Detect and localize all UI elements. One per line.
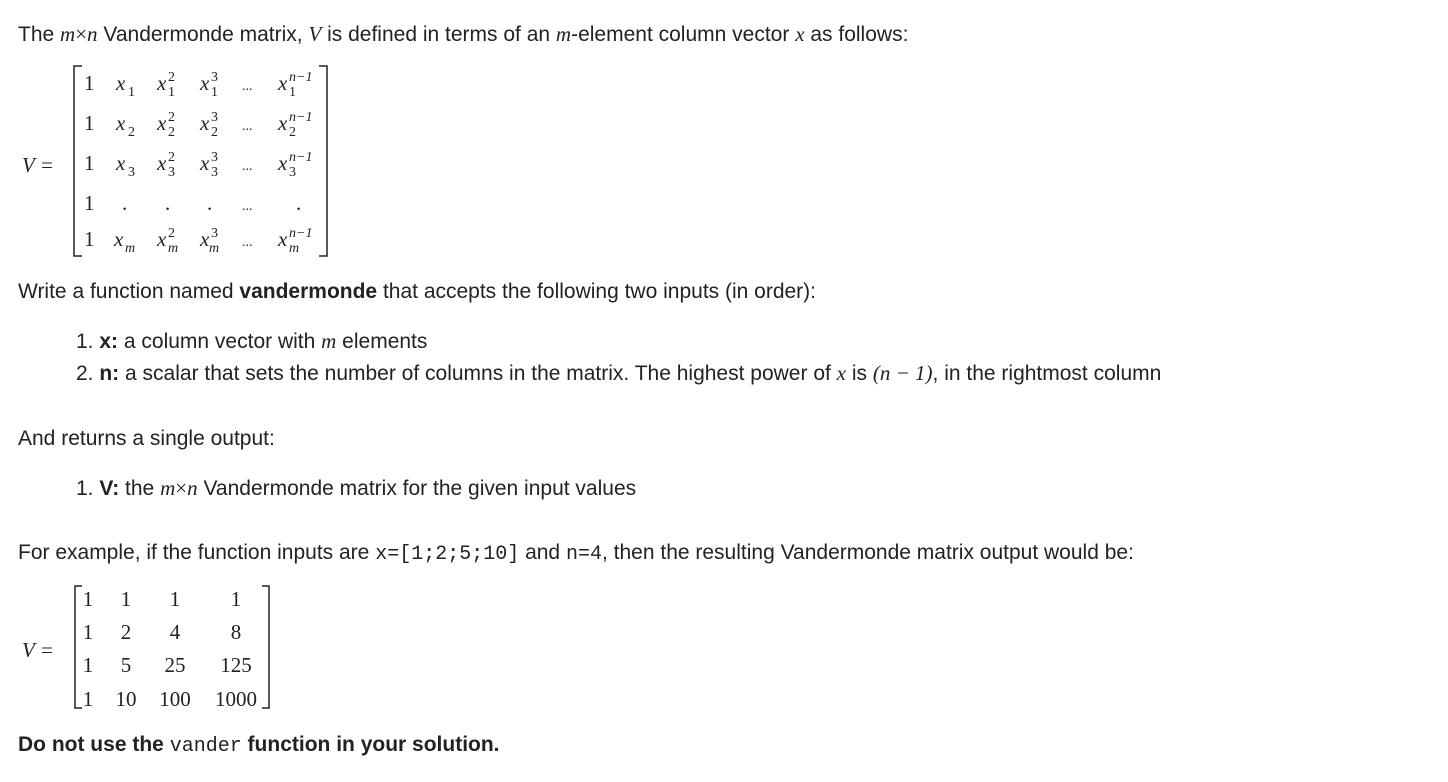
svg-text:1: 1	[84, 227, 95, 251]
var-m2: m	[555, 22, 572, 46]
svg-text:m: m	[125, 241, 136, 256]
warning-line	[18, 732, 500, 760]
write-post: that accepts the following two inputs (in order):	[382, 280, 817, 303]
matrix-row-1	[84, 70, 312, 100]
svg-text:1: 1	[82, 687, 94, 711]
code-x: x=[1;2;5;10]	[375, 543, 520, 566]
example-and: and	[525, 541, 561, 564]
code-n: n=4	[565, 543, 602, 566]
left-bracket	[75, 586, 82, 708]
var-x: x	[836, 361, 846, 385]
svg-text:x: x	[200, 151, 210, 175]
input-item-2	[76, 360, 1161, 387]
svg-text:.: .	[165, 191, 171, 215]
svg-text:.: .	[207, 191, 213, 215]
input-text: a scalar that sets the number of columns in the matrix. The highest power of	[125, 362, 831, 385]
times-symbol: ×	[175, 476, 188, 500]
svg-text:5: 5	[120, 653, 132, 677]
svg-text:...: ...	[242, 199, 253, 214]
svg-text:m: m	[289, 241, 300, 256]
intro-lead: The	[18, 23, 55, 46]
svg-text:2: 2	[211, 125, 218, 140]
matrix-row-4	[84, 191, 301, 215]
matrix-row-3	[84, 150, 312, 180]
svg-text:3: 3	[211, 150, 218, 165]
example-matrix-lhs: V =	[22, 638, 54, 662]
var-m: m	[321, 329, 337, 353]
write-line	[18, 279, 816, 305]
list-number: 1.	[76, 330, 94, 353]
svg-text:...: ...	[242, 79, 253, 94]
svg-text:25: 25	[164, 653, 186, 677]
svg-text:1: 1	[211, 85, 218, 100]
svg-text:1000: 1000	[215, 687, 257, 711]
svg-text:1: 1	[82, 587, 94, 611]
svg-text:x: x	[278, 71, 288, 95]
svg-text:2: 2	[289, 125, 296, 140]
svg-text:.: .	[296, 191, 302, 215]
svg-text:n−1: n−1	[289, 150, 313, 165]
svg-text:n−1: n−1	[289, 110, 313, 125]
list-number: 1.	[76, 477, 94, 500]
general-matrix	[0, 60, 360, 265]
svg-text:1: 1	[120, 587, 132, 611]
svg-text:4: 4	[169, 620, 181, 644]
matrix-row-2	[84, 110, 312, 140]
output-key: V:	[99, 477, 120, 500]
matrix-lhs: V =	[22, 153, 54, 177]
svg-text:m: m	[168, 241, 179, 256]
var-n: n	[187, 476, 198, 500]
example-line	[18, 540, 1134, 568]
svg-text:...: ...	[242, 119, 253, 134]
svg-text:x: x	[200, 111, 210, 135]
intro-text2: is defined in terms of an	[327, 23, 551, 46]
right-bracket	[262, 586, 269, 708]
input-tail: elements	[342, 330, 428, 353]
svg-text:2: 2	[168, 110, 175, 125]
svg-text:2: 2	[168, 226, 175, 241]
output-text: the	[125, 477, 155, 500]
intro-line	[18, 21, 908, 48]
intro-mid: Vandermonde matrix,	[103, 23, 303, 46]
warning-post: function in your solution.	[247, 733, 500, 756]
right-bracket	[319, 66, 327, 256]
svg-text:1: 1	[289, 85, 296, 100]
svg-text:1: 1	[82, 620, 94, 644]
svg-text:x: x	[116, 111, 126, 135]
svg-text:x: x	[116, 151, 126, 175]
input-mid: is	[851, 362, 868, 385]
svg-text:x: x	[157, 71, 167, 95]
intro-text4: as follows:	[810, 23, 909, 46]
svg-text:3: 3	[289, 165, 296, 180]
svg-text:2: 2	[168, 70, 175, 85]
example-post: , then the resulting Vandermonde matrix output would be:	[601, 541, 1134, 564]
svg-text:1: 1	[169, 587, 181, 611]
var-m: m	[160, 476, 176, 500]
svg-text:2: 2	[168, 150, 175, 165]
example-row-3	[83, 653, 252, 677]
svg-text:x: x	[200, 71, 210, 95]
svg-text:x: x	[157, 151, 167, 175]
left-bracket	[74, 66, 82, 256]
svg-text:2: 2	[128, 125, 135, 140]
code-vander: vander	[169, 735, 242, 758]
example-row-4	[83, 687, 257, 711]
svg-text:10: 10	[115, 687, 137, 711]
input-item-1	[76, 328, 427, 355]
svg-text:.: .	[122, 191, 128, 215]
intro-text3: -element column vector	[571, 23, 790, 46]
var-x: x	[795, 22, 805, 46]
svg-text:n−1: n−1	[289, 226, 313, 241]
example-matrix	[0, 580, 300, 715]
svg-text:1: 1	[84, 71, 95, 95]
svg-text:x: x	[157, 227, 167, 251]
input-text: a column vector with	[123, 330, 316, 353]
write-pre: Write a function named	[18, 280, 234, 303]
svg-text:1: 1	[84, 111, 95, 135]
svg-text:2: 2	[120, 620, 132, 644]
list-number: 2.	[76, 362, 94, 385]
var-m: m	[60, 22, 76, 46]
svg-text:2: 2	[168, 125, 175, 140]
svg-text:x: x	[278, 111, 288, 135]
svg-text:1: 1	[84, 151, 95, 175]
output-item-1	[76, 475, 636, 502]
var-n: n	[87, 22, 98, 46]
svg-text:...: ...	[242, 159, 253, 174]
svg-text:3: 3	[168, 165, 175, 180]
input-tail: , in the rightmost column	[932, 362, 1162, 385]
warning-pre: Do not use the	[18, 733, 164, 756]
svg-text:x: x	[278, 151, 288, 175]
svg-text:x: x	[200, 227, 210, 251]
svg-text:3: 3	[211, 165, 218, 180]
function-name: vandermonde	[239, 280, 378, 303]
svg-text:x: x	[116, 71, 126, 95]
svg-text:125: 125	[220, 653, 252, 677]
svg-text:1: 1	[84, 191, 95, 215]
svg-text:100: 100	[159, 687, 191, 711]
svg-text:3: 3	[211, 110, 218, 125]
svg-text:1: 1	[168, 85, 175, 100]
times-symbol: ×	[75, 22, 88, 46]
input-key: n:	[99, 362, 120, 385]
svg-text:m: m	[209, 241, 220, 256]
expr-n-minus-1: (n − 1)	[872, 361, 933, 385]
returns-line: And returns a single output:	[18, 427, 275, 450]
svg-text:3: 3	[128, 165, 135, 180]
example-row-1	[83, 587, 242, 611]
matrix-row-m	[84, 226, 312, 256]
example-pre: For example, if the function inputs are	[18, 541, 370, 564]
var-V: V	[308, 22, 322, 46]
svg-text:n−1: n−1	[289, 70, 313, 85]
svg-text:3: 3	[211, 226, 218, 241]
svg-text:1: 1	[230, 587, 242, 611]
svg-text:8: 8	[230, 620, 242, 644]
svg-text:...: ...	[242, 235, 253, 250]
svg-text:1: 1	[128, 85, 135, 100]
svg-text:3: 3	[211, 70, 218, 85]
svg-text:x: x	[114, 227, 124, 251]
output-tail: Vandermonde matrix for the given input values	[203, 477, 637, 500]
svg-text:x: x	[157, 111, 167, 135]
svg-text:x: x	[278, 227, 288, 251]
example-row-2	[83, 620, 242, 644]
svg-text:1: 1	[82, 653, 94, 677]
input-key: x:	[99, 330, 119, 353]
